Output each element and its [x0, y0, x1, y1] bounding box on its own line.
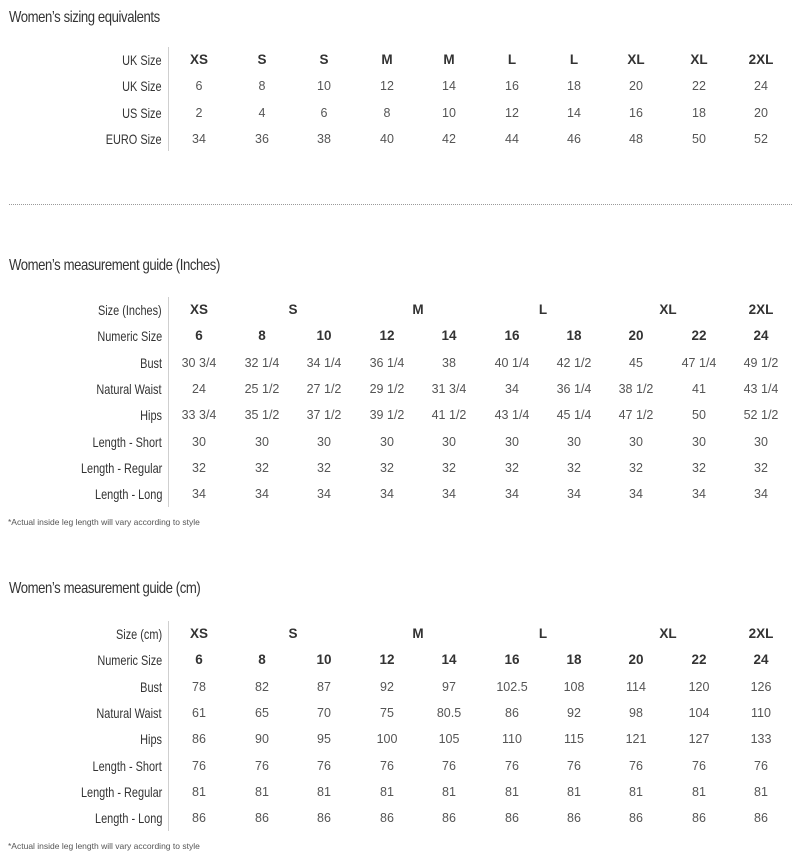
- table-cell: 30: [505, 434, 519, 449]
- table-cell: 46: [567, 131, 581, 146]
- table-cell: 120: [688, 679, 710, 694]
- table-cell: 18: [567, 79, 581, 94]
- table-row: [0, 647, 810, 673]
- table-cell: 14: [442, 79, 456, 94]
- table-cell: 34: [317, 487, 331, 502]
- table-cell: XL: [690, 52, 708, 67]
- table-cell: 43 1/4: [743, 381, 779, 396]
- table-cell: 86: [505, 705, 519, 720]
- inches-title: Women’s measurement guide (Inches): [9, 257, 220, 274]
- table-cell: 90: [255, 732, 269, 747]
- table-cell: 34: [505, 381, 519, 396]
- table-cell: 32: [754, 460, 768, 475]
- size-group-cell: XS: [189, 626, 208, 641]
- table-cell: 76: [317, 758, 331, 773]
- row-label: Hips: [140, 407, 162, 424]
- table-cell: 115: [564, 732, 584, 747]
- table-cell: 52 1/2: [743, 408, 779, 423]
- table-cell: 12: [379, 328, 395, 344]
- table-cell: 126: [750, 679, 772, 694]
- table-cell: 20: [628, 652, 644, 668]
- table-cell: 18: [692, 105, 706, 120]
- table-cell: 34: [255, 487, 269, 502]
- table-cell: 18: [566, 652, 582, 668]
- row-label: Natural Waist: [96, 380, 162, 397]
- table-cell: 61: [192, 705, 206, 720]
- table-cell: 133: [750, 732, 772, 747]
- table-cell: 114: [626, 679, 646, 694]
- table-cell: 92: [567, 705, 581, 720]
- table-cell: 4: [258, 105, 266, 120]
- table-cell: 70: [317, 705, 331, 720]
- table-cell: 37 1/2: [306, 408, 342, 423]
- table-cell: 76: [629, 758, 643, 773]
- table-row: [0, 779, 810, 805]
- table-row: [0, 350, 810, 376]
- table-cell: 30: [192, 434, 206, 449]
- table-row: [0, 700, 810, 726]
- table-cell: 76: [505, 758, 519, 773]
- size-group-label: Size (Inches): [98, 302, 162, 318]
- table-cell: 82: [255, 679, 269, 694]
- table-cell: 45 1/4: [556, 408, 592, 423]
- table-cell: S: [319, 52, 329, 67]
- table-cell: 34: [754, 487, 768, 502]
- table-cell: 30: [754, 434, 768, 449]
- size-group-cell: S: [288, 626, 298, 641]
- table-cell: 14: [441, 328, 457, 344]
- table-cell: 2XL: [748, 52, 774, 67]
- table-row: [0, 100, 810, 126]
- table-cell: 105: [438, 732, 460, 747]
- table-cell: 22: [691, 652, 707, 668]
- table-row: [0, 126, 810, 152]
- table-cell: 30: [567, 434, 581, 449]
- cm-title: Women’s measurement guide (cm): [9, 580, 201, 597]
- table-cell: 81: [317, 784, 331, 799]
- table-cell: 47 1/4: [681, 355, 717, 370]
- table-cell: 12: [379, 652, 395, 668]
- table-cell: 110: [751, 705, 771, 720]
- table-cell: M: [381, 52, 393, 67]
- table-cell: 16: [629, 105, 643, 120]
- table-cell: 47 1/2: [618, 408, 654, 423]
- size-group-cell: XS: [189, 302, 208, 317]
- table-cell: 104: [688, 705, 710, 720]
- table-cell: 6: [195, 652, 203, 668]
- table-cell: 8: [258, 79, 266, 94]
- table-cell: 95: [317, 732, 331, 747]
- table-cell: 102.5: [496, 679, 528, 694]
- table-cell: 2: [195, 105, 203, 120]
- table-cell: 10: [442, 105, 456, 120]
- inches-note: *Actual inside leg length will vary according to style: [8, 517, 200, 527]
- table-cell: 20: [754, 105, 768, 120]
- table-cell: 92: [380, 679, 394, 694]
- table-cell: 36 1/4: [369, 355, 405, 370]
- table-cell: M: [443, 52, 455, 67]
- table-cell: 38 1/2: [618, 381, 654, 396]
- table-cell: 100: [376, 732, 398, 747]
- table-cell: 34: [505, 487, 519, 502]
- table-row: [0, 805, 810, 831]
- table-cell: 76: [567, 758, 581, 773]
- table-cell: 32 1/4: [244, 355, 280, 370]
- table-cell: 20: [629, 79, 643, 94]
- table-cell: 41 1/2: [431, 408, 467, 423]
- table-cell: L: [569, 52, 579, 67]
- table-cell: 38: [442, 355, 456, 370]
- row-label: Length - Long: [94, 486, 162, 503]
- row-label: Length - Short: [92, 433, 162, 450]
- table-cell: 32: [192, 460, 206, 475]
- table-cell: 76: [192, 758, 206, 773]
- row-label: UK Size: [122, 78, 162, 95]
- table-cell: 20: [628, 328, 644, 344]
- table-cell: 30: [442, 434, 456, 449]
- table-cell: 78: [192, 679, 206, 694]
- table-cell: 86: [567, 811, 581, 826]
- row-label: Natural Waist: [96, 704, 162, 721]
- table-cell: 22: [692, 79, 706, 94]
- table-row: [0, 481, 810, 507]
- table-row: [0, 323, 810, 349]
- table-cell: 81: [192, 784, 206, 799]
- table-cell: 41: [692, 381, 706, 396]
- table-cell: 10: [316, 328, 332, 344]
- table-cell: 81: [442, 784, 456, 799]
- table-cell: 81: [380, 784, 394, 799]
- table-cell: 76: [442, 758, 456, 773]
- table-cell: 34 1/4: [306, 355, 342, 370]
- row-label: Bust: [140, 354, 162, 371]
- table-cell: 81: [754, 784, 768, 799]
- table-row: [0, 455, 810, 481]
- table-cell: 76: [692, 758, 706, 773]
- table-cell: 6: [195, 328, 203, 344]
- row-label: Length - Long: [94, 810, 162, 827]
- table-row: [0, 376, 810, 402]
- table-cell: 45: [629, 355, 643, 370]
- table-cell: 30: [629, 434, 643, 449]
- table-row: [0, 674, 810, 700]
- table-cell: 43 1/4: [494, 408, 530, 423]
- table-cell: 16: [505, 79, 519, 94]
- table-cell: 27 1/2: [306, 381, 342, 396]
- size-group-cell: L: [538, 626, 548, 641]
- row-label: EURO Size: [106, 130, 162, 147]
- table-cell: 8: [383, 105, 391, 120]
- size-group-row: [0, 621, 810, 647]
- table-cell: 34: [192, 487, 206, 502]
- table-cell: 8: [258, 652, 266, 668]
- table-cell: 34: [567, 487, 581, 502]
- table-cell: 48: [629, 131, 643, 146]
- table-cell: 14: [567, 105, 581, 120]
- table-cell: 36: [255, 131, 269, 146]
- table-cell: 34: [192, 131, 206, 146]
- table-cell: 6: [320, 105, 328, 120]
- table-cell: 34: [692, 487, 706, 502]
- table-cell: 33 3/4: [181, 408, 217, 423]
- table-cell: 30 3/4: [181, 355, 217, 370]
- table-cell: 38: [317, 131, 331, 146]
- table-cell: 32: [442, 460, 456, 475]
- table-cell: 32: [629, 460, 643, 475]
- table-cell: S: [257, 52, 267, 67]
- table-cell: 32: [255, 460, 269, 475]
- table-cell: 76: [754, 758, 768, 773]
- table-cell: 86: [317, 811, 331, 826]
- table-cell: 81: [255, 784, 269, 799]
- table-row: [0, 429, 810, 455]
- table-cell: XS: [189, 52, 208, 67]
- table-cell: 44: [505, 131, 519, 146]
- size-group-cell: L: [538, 302, 548, 317]
- table-cell: 52: [754, 131, 768, 146]
- table-cell: 24: [754, 79, 768, 94]
- table-cell: 86: [255, 811, 269, 826]
- size-group-cell: 2XL: [748, 302, 774, 317]
- size-group-label: Size (cm): [115, 626, 162, 642]
- table-cell: 121: [625, 732, 647, 747]
- size-group-cell: 2XL: [748, 626, 774, 641]
- table-cell: 87: [317, 679, 331, 694]
- table-cell: 50: [692, 408, 706, 423]
- cm-note: *Actual inside leg length will vary according to style: [8, 841, 200, 851]
- table-cell: 24: [192, 381, 206, 396]
- table-cell: 86: [692, 811, 706, 826]
- table-cell: 22: [691, 328, 707, 344]
- table-cell: XL: [627, 52, 645, 67]
- table-cell: 98: [629, 705, 643, 720]
- table-cell: 65: [255, 705, 269, 720]
- table-cell: 30: [380, 434, 394, 449]
- table-cell: 24: [753, 652, 769, 668]
- table-cell: 6: [195, 79, 203, 94]
- table-row: [0, 47, 810, 73]
- table-cell: 32: [317, 460, 331, 475]
- table-cell: 34: [380, 487, 394, 502]
- table-cell: 30: [692, 434, 706, 449]
- table-cell: 34: [442, 487, 456, 502]
- table-cell: 108: [563, 679, 585, 694]
- table-cell: 86: [505, 811, 519, 826]
- table-cell: 30: [255, 434, 269, 449]
- table-cell: 86: [629, 811, 643, 826]
- table-cell: 31 3/4: [431, 381, 467, 396]
- size-group-cell: XL: [659, 302, 677, 317]
- size-group-cell: M: [412, 626, 424, 641]
- table-cell: 16: [504, 328, 520, 344]
- table-cell: 12: [505, 105, 519, 120]
- size-group-cell: M: [412, 302, 424, 317]
- table-cell: 97: [442, 679, 456, 694]
- table-row: [0, 726, 810, 752]
- table-cell: 25 1/2: [244, 381, 280, 396]
- equivalents-title: Women’s sizing equivalents: [9, 9, 160, 26]
- table-cell: 86: [442, 811, 456, 826]
- table-cell: 32: [567, 460, 581, 475]
- size-group-cell: XL: [659, 626, 677, 641]
- table-cell: 80.5: [436, 705, 462, 720]
- table-cell: 18: [566, 328, 582, 344]
- table-cell: 75: [380, 705, 394, 720]
- table-cell: 76: [380, 758, 394, 773]
- size-group-row: [0, 297, 810, 323]
- table-cell: L: [507, 52, 517, 67]
- table-row: [0, 753, 810, 779]
- table-row: [0, 402, 810, 428]
- table-cell: 14: [441, 652, 457, 668]
- table-cell: 49 1/2: [743, 355, 779, 370]
- section-divider: [9, 204, 792, 205]
- table-cell: 8: [258, 328, 266, 344]
- table-row: [0, 73, 810, 99]
- table-cell: 34: [629, 487, 643, 502]
- table-cell: 12: [380, 79, 394, 94]
- row-label: Numeric Size: [97, 652, 162, 669]
- table-cell: 32: [505, 460, 519, 475]
- table-cell: 40: [380, 131, 394, 146]
- table-cell: 42 1/2: [556, 355, 592, 370]
- table-cell: 32: [380, 460, 394, 475]
- table-cell: 81: [692, 784, 706, 799]
- row-label: Numeric Size: [97, 328, 162, 345]
- table-cell: 50: [692, 131, 706, 146]
- table-cell: 86: [192, 811, 206, 826]
- table-cell: 81: [567, 784, 581, 799]
- row-label: US Size: [122, 104, 162, 121]
- table-cell: 42: [442, 131, 456, 146]
- table-cell: 24: [753, 328, 769, 344]
- table-cell: 86: [754, 811, 768, 826]
- table-cell: 86: [192, 732, 206, 747]
- size-group-cell: S: [288, 302, 298, 317]
- table-cell: 32: [692, 460, 706, 475]
- table-cell: 76: [255, 758, 269, 773]
- table-cell: 40 1/4: [494, 355, 530, 370]
- table-cell: 39 1/2: [369, 408, 405, 423]
- row-label: Length - Regular: [80, 783, 162, 800]
- table-cell: 10: [316, 652, 332, 668]
- row-label: Length - Regular: [80, 459, 162, 476]
- table-cell: 30: [317, 434, 331, 449]
- table-cell: 16: [504, 652, 520, 668]
- table-cell: 36 1/4: [556, 381, 592, 396]
- table-cell: 81: [629, 784, 643, 799]
- row-label: Hips: [140, 731, 162, 748]
- table-cell: 35 1/2: [244, 408, 280, 423]
- table-cell: 10: [317, 79, 331, 94]
- table-cell: 86: [380, 811, 394, 826]
- row-label: Bust: [140, 678, 162, 695]
- table-cell: 127: [688, 732, 710, 747]
- table-cell: 81: [505, 784, 519, 799]
- table-cell: 29 1/2: [369, 381, 405, 396]
- row-label: Length - Short: [92, 757, 162, 774]
- table-cell: 110: [502, 732, 522, 747]
- row-label: UK Size: [122, 52, 162, 68]
